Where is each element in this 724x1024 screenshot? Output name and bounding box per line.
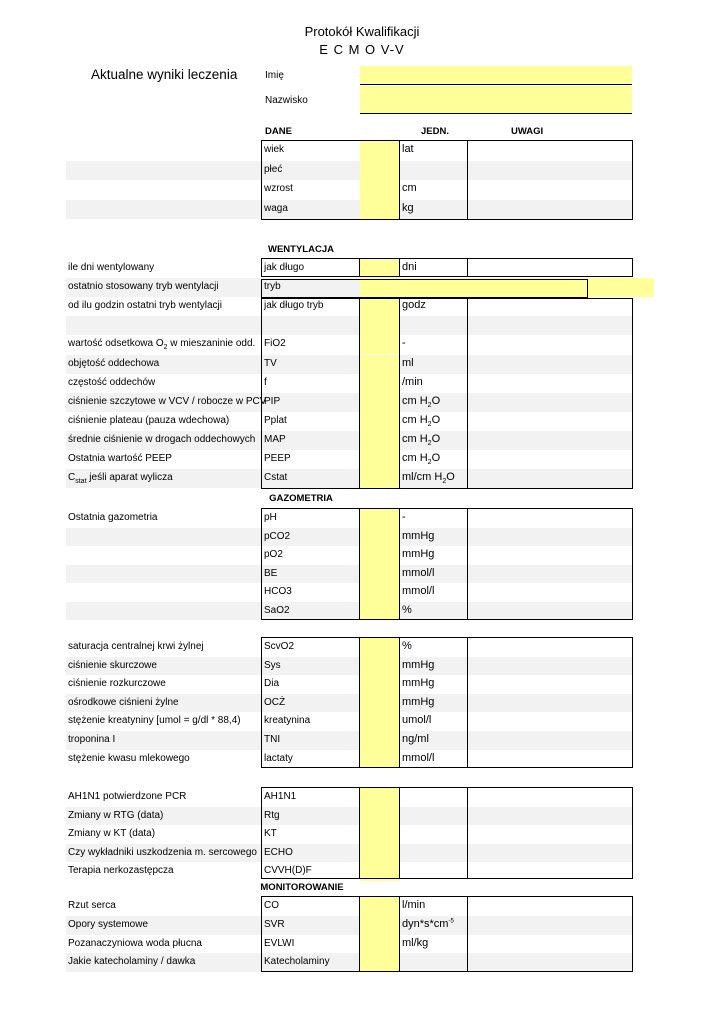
row-abbreviation: Sys	[264, 659, 281, 671]
row-unit: %	[402, 603, 412, 616]
row-label: od ilu godzin ostatni tryb wentylacji	[68, 300, 222, 312]
row-unit: mmol/l	[402, 566, 435, 579]
row-label: Zmiany w RTG (data)	[68, 809, 164, 821]
value-input-cell[interactable]	[360, 897, 400, 916]
column-divider	[359, 258, 360, 277]
hemo-row	[66, 657, 633, 676]
row-unit: /min	[402, 375, 423, 388]
row-abbreviation: wiek	[264, 144, 285, 155]
value-input-cell[interactable]	[360, 602, 400, 621]
went-row	[66, 316, 633, 335]
row-unit: ml/cm $H_2O$	[402, 471, 455, 486]
went-row	[66, 355, 633, 374]
row-abbreviation: Pplat	[264, 414, 287, 426]
value-input-cell[interactable]	[360, 259, 400, 278]
row-label: stężenie kwasu mlekowego	[68, 752, 190, 764]
row-unit: mmol/l	[402, 585, 435, 597]
row-abbreviation: ScvO2	[264, 641, 295, 652]
hemo-row	[66, 712, 633, 731]
basic-row	[66, 141, 633, 161]
row-unit: kg	[402, 201, 414, 214]
row-abbreviation: lactaty	[264, 752, 293, 764]
row-unit: mmol/l	[402, 751, 435, 764]
hemo-row	[66, 694, 633, 713]
row-abbreviation: HCO3	[264, 586, 292, 597]
value-input-cell[interactable]	[360, 788, 400, 807]
other-row	[66, 844, 633, 863]
section-title: Aktualne wyniki leczenia	[91, 67, 238, 82]
value-input-cell[interactable]	[360, 825, 400, 844]
value-input-cell[interactable]	[360, 335, 400, 354]
value-input-cell[interactable]	[360, 916, 400, 935]
gaz-row	[66, 565, 633, 584]
row-abbreviation: pO2	[264, 549, 283, 560]
row-abbreviation: SaO2	[264, 604, 290, 616]
mon-row	[66, 953, 633, 972]
row-abbreviation: pCO2	[264, 530, 291, 542]
column-divider	[399, 896, 400, 972]
column-divider	[467, 637, 468, 768]
row-unit: lat	[402, 143, 414, 155]
value-input-cell[interactable]	[360, 200, 400, 220]
value-input-cell[interactable]	[360, 862, 400, 881]
value-input-cell[interactable]	[360, 935, 400, 954]
row-abbreviation: Katecholaminy	[264, 956, 330, 968]
value-input-cell[interactable]	[360, 469, 400, 488]
row-label: Rzut serca	[68, 900, 116, 911]
column-divider	[467, 140, 468, 220]
row-abbreviation: pH	[264, 512, 277, 523]
row-unit: -	[402, 511, 406, 523]
row-label: ciśnienie rozkurczowe	[68, 678, 166, 690]
value-input-cell[interactable]	[360, 374, 400, 393]
row-label: ostatnio stosowany tryb wentylacji	[68, 281, 219, 293]
column-header-uwagi: UWAGI	[511, 126, 544, 137]
value-input-cell[interactable]	[360, 393, 400, 412]
value-input-cell[interactable]	[360, 297, 400, 316]
basic-row	[66, 161, 633, 181]
value-input-cell[interactable]	[360, 583, 400, 602]
row-label: ile dni wentylowany	[68, 262, 155, 273]
row-abbreviation: BE	[264, 567, 278, 579]
value-input-cell[interactable]	[360, 450, 400, 469]
column-divider	[399, 258, 400, 277]
row-unit: l/min	[402, 899, 426, 911]
row-abbreviation: TNI	[264, 734, 281, 745]
value-input-cell[interactable]	[360, 807, 400, 826]
value-input-cell[interactable]	[360, 657, 400, 676]
row-abbreviation: płeć	[264, 163, 283, 175]
hemo-row	[66, 638, 633, 657]
imie-field[interactable]	[360, 66, 632, 85]
gaz-row	[66, 583, 633, 602]
went-row	[66, 412, 633, 431]
column-header-jedn: JEDN.	[421, 126, 449, 137]
value-input-cell[interactable]	[360, 694, 400, 713]
column-divider	[399, 140, 400, 220]
column-divider	[359, 508, 360, 620]
value-input-cell[interactable]	[360, 565, 400, 584]
row-label: Czy wykładniki uszkodzenia m. sercowego	[68, 846, 257, 858]
row-abbreviation: EVLWI	[264, 937, 295, 949]
row-unit: cm $H_2O$	[402, 432, 441, 448]
gaz-row	[66, 602, 633, 621]
value-input-cell[interactable]	[360, 712, 400, 731]
gaz-row	[66, 509, 633, 528]
other-row	[66, 788, 633, 807]
form-subtitle: E C M O V-V	[319, 42, 405, 57]
row-unit: ng/ml	[402, 733, 429, 745]
went-row	[66, 393, 633, 412]
value-input-cell[interactable]	[360, 316, 400, 335]
value-input-cell[interactable]	[360, 675, 400, 694]
row-label: troponina I	[68, 734, 116, 745]
row-label: Terapia nerkozastępcza	[68, 865, 174, 876]
hemo-row	[66, 750, 633, 769]
mon-row	[66, 897, 633, 916]
column-divider	[467, 508, 468, 620]
value-input-cell[interactable]	[360, 546, 400, 565]
row-label: stężenie kreatyniny [umol = g/dl * 88,4)	[68, 715, 241, 727]
row-abbreviation: PIP	[264, 395, 281, 407]
row-label: Pozanaczyniowa woda płucna	[68, 937, 202, 949]
other-row	[66, 807, 633, 826]
row-abbreviation: MAP	[264, 433, 286, 445]
value-input-cell[interactable]	[360, 431, 400, 450]
row-label: $C_{stat}$ jeśli aparat wylicza	[68, 472, 173, 486]
row-abbreviation: waga	[264, 202, 288, 214]
value-input-cell[interactable]	[360, 528, 400, 547]
row-abbreviation: jak długo	[264, 262, 305, 273]
row-abbreviation: TV	[264, 357, 277, 369]
hemo-row	[66, 675, 633, 694]
went-row	[66, 278, 633, 297]
went-row	[66, 259, 633, 278]
column-divider	[359, 298, 360, 489]
row-abbreviation: f	[264, 376, 267, 388]
column-divider	[399, 637, 400, 768]
row-unit: cm $H_2O$	[402, 413, 441, 428]
row-label: ośrodkowe ciśnieni żylne	[68, 696, 179, 708]
row-unit: ml	[402, 356, 414, 369]
value-input-cell[interactable]	[360, 844, 400, 863]
row-unit: %	[402, 640, 412, 652]
other-row	[66, 825, 633, 844]
column-divider	[467, 896, 468, 972]
row-abbreviation: tryb	[264, 281, 281, 293]
row-label: ciśnienie szczytowe w VCV / robocze w PCV	[68, 395, 267, 407]
row-unit: -	[402, 337, 406, 350]
row-label: Jakie katecholaminy / dawka	[68, 956, 196, 968]
row-label: saturacja centralnej krwi żylnej	[68, 641, 204, 652]
row-unit: mmHg	[402, 677, 435, 690]
row-label: ciśnienie skurczowe	[68, 659, 157, 671]
row-label: objętość oddechowa	[68, 357, 160, 369]
row-unit: godz	[402, 299, 426, 312]
row-abbreviation: CVVH(D)F	[264, 865, 312, 876]
value-input-cell[interactable]	[360, 278, 654, 297]
mon-row	[66, 935, 633, 954]
section-gazometria: GAZOMETRIA	[269, 493, 333, 504]
section-wentylacja: WENTYLACJA	[268, 244, 334, 255]
row-label: Ostatnia gazometria	[68, 512, 158, 523]
row-unit: cm $H_2O$	[402, 452, 441, 467]
mon-row	[66, 916, 633, 935]
value-input-cell[interactable]	[360, 180, 400, 200]
gaz-row	[66, 546, 633, 565]
value-input-cell[interactable]	[360, 161, 400, 181]
row-abbreviation: Dia	[264, 678, 280, 690]
row-label: wartość odsetkowa $O_2$ w mieszaninie odd.	[68, 338, 256, 352]
row-unit: mmHg	[402, 695, 435, 708]
imie-label: Imię	[265, 70, 284, 81]
column-divider	[399, 508, 400, 620]
column-divider	[399, 787, 400, 879]
basic-row	[66, 180, 633, 200]
gaz-row	[66, 528, 633, 547]
row-unit: dni	[402, 261, 417, 273]
row-unit: cm $H_2O$	[402, 394, 441, 409]
section-monitorowanie: MONITOROWANIE	[260, 882, 344, 893]
row-abbreviation: AH1N1	[264, 791, 297, 802]
row-abbreviation: CO	[264, 900, 279, 911]
form-title: Protokół Kwalifikacji	[304, 24, 420, 39]
row-label: średnie ciśnienie w drogach oddechowych	[68, 433, 256, 445]
value-input-cell[interactable]	[360, 731, 400, 750]
went-row	[66, 450, 633, 469]
row-unit: cm	[402, 182, 417, 194]
row-abbreviation: Cstat	[264, 472, 288, 484]
row-label: Opory systemowe	[68, 918, 149, 930]
value-input-cell[interactable]	[360, 750, 400, 769]
other-row	[66, 862, 633, 881]
row-unit: $dyn*s*cm^{-5}$	[402, 917, 454, 930]
value-input-cell[interactable]	[360, 141, 400, 161]
column-divider	[359, 896, 360, 972]
value-input-cell[interactable]	[360, 953, 400, 972]
row-unit: mmHg	[402, 548, 435, 560]
went-row	[66, 297, 633, 316]
went-row	[66, 335, 633, 354]
went-row	[66, 431, 633, 450]
row-unit: mmHg	[402, 529, 435, 542]
row-abbreviation: kreatynina	[264, 715, 311, 727]
nazwisko-label: Nazwisko	[265, 95, 308, 106]
row-unit: ml/kg	[402, 936, 429, 949]
row-unit: mmHg	[402, 658, 435, 671]
column-divider	[359, 637, 360, 768]
row-label: ciśnienie plateau (pauza wdechowa)	[68, 414, 230, 426]
hemo-row	[66, 731, 633, 750]
went-row	[66, 374, 633, 393]
value-input-cell[interactable]	[360, 412, 400, 431]
row-abbreviation: Rtg	[264, 809, 280, 821]
row-abbreviation: jak długo tryb	[264, 300, 324, 312]
row-abbreviation: wzrost	[264, 183, 293, 194]
row-abbreviation: SVR	[264, 918, 285, 930]
row-label: Zmiany w KT (data)	[68, 828, 156, 839]
row-label: AH1N1 potwierdzone PCR	[68, 791, 187, 802]
value-input-cell[interactable]	[360, 638, 400, 657]
column-divider	[467, 258, 468, 277]
row-abbreviation: OCŻ	[264, 696, 286, 708]
column-divider	[467, 787, 468, 879]
value-input-cell[interactable]	[360, 355, 400, 374]
basic-row	[66, 200, 633, 220]
column-divider	[399, 298, 400, 489]
value-input-cell[interactable]	[360, 509, 400, 528]
row-abbreviation: FiO2	[264, 338, 286, 350]
column-header-dane: DANE	[265, 126, 292, 137]
column-divider	[467, 298, 468, 489]
row-label: częstość oddechów	[68, 376, 156, 388]
row-label: Ostatnia wartość PEEP	[68, 453, 172, 464]
row-abbreviation: KT	[264, 828, 277, 839]
column-divider	[359, 787, 360, 879]
row-abbreviation: PEEP	[264, 453, 291, 464]
row-unit: umol/l	[402, 714, 432, 727]
went-row	[66, 469, 633, 488]
nazwisko-field[interactable]	[360, 86, 632, 114]
row-abbreviation: ECHO	[264, 846, 293, 858]
